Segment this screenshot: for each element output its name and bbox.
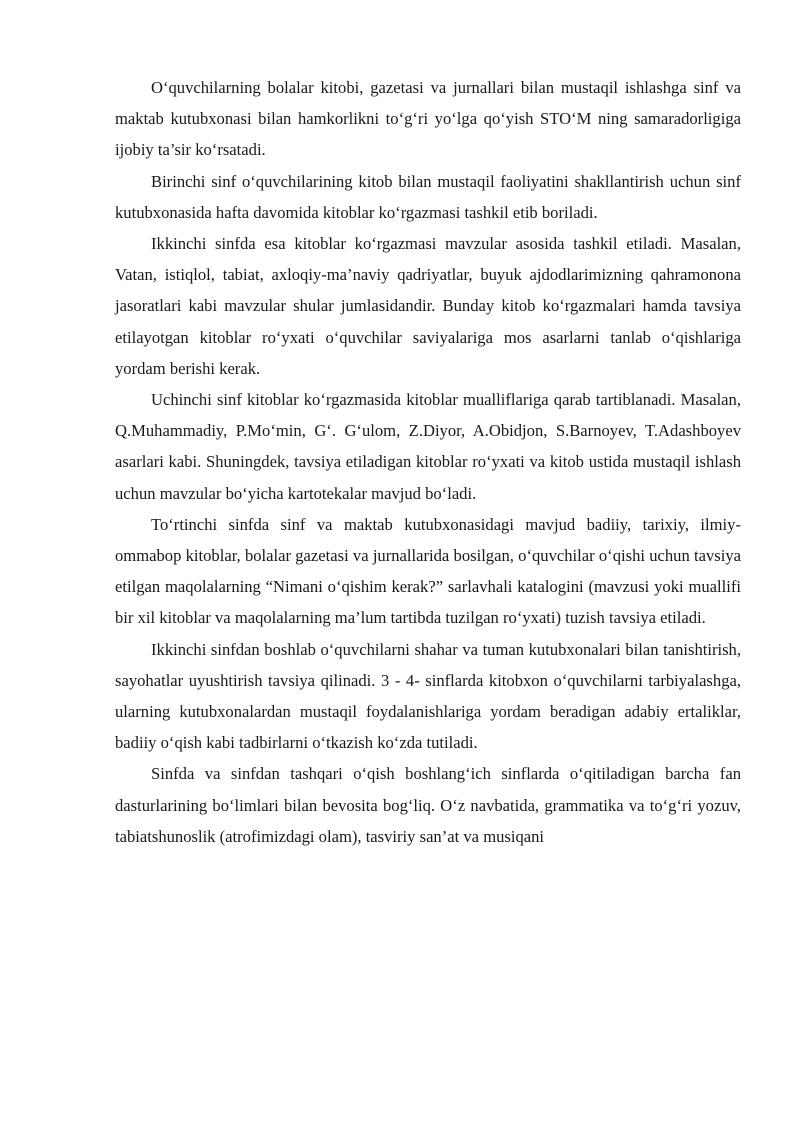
paragraph-6: Ikkinchi sinfdan boshlab o‘quvchilarni shahar va tuman kutubxonalari bilan tanishtirish, sayohatlar uyushtirish tavsiya qilinadi. 3 - 4- sinflarda kitobxon o‘quvchilarni tarbiyalashga, ularning kutubxonalardan mustaqil foydalanishlariga yordam beradigan adabiy ertaliklar, badiiy o‘qish kabi tadbirlarni o‘tkazish ko‘zda tutiladi.: [115, 639, 741, 753]
paragraph-5: To‘rtinchi sinfda sinf va maktab kutubxonasidagi mavjud badiiy, tarixiy, ilmiy-ommabop kitoblar, bolalar gazetasi va jurnallarida bosilgan, o‘quvchilar o‘qishi uchun tavsiya etilgan maqolalarning “Nimani o‘qishim kerak?” sarlavhali katalogini (mavzusi yoki muallifi bir xil kitoblar va maqolalarning ma’lum tartibda tuzilgan ro‘yxati) tuzish tavsiya etiladi.: [115, 514, 741, 628]
paragraph-2: Birinchi sinf o‘quvchilarining kitob bilan mustaqil faoliyatini shakllantirish uchun sinf kutubxonasida hafta davomida kitoblar ko‘rgazmasi tashkil etib boriladi.: [115, 171, 741, 222]
paragraph-4: Uchinchi sinf kitoblar ko‘rgazmasida kitoblar mualliflariga qarab tartiblanadi. Masalan, Q.Muhammadiy, P.Mo‘min, G‘. G‘ulom, Z.Diyor, A.Obidjon, S.Barnoyev, T.Adashboyev asarlari kabi. Shuningdek, tavsiya etiladigan kitoblar ro‘yxati va kitob ustida mustaqil ishlash uchun mavzular bo‘yicha kartotekalar mavjud bo‘ladi.: [115, 390, 741, 503]
document-page: [115, 72, 741, 852]
paragraph-1: O‘quvchilarning bolalar kitobi, gazetasi va jurnallari bilan mustaqil ishlashga sinf va maktab kutubxonasi bilan hamkorlikni to‘g‘ri yo‘lga qo‘yish STO‘M ning samaradorligiga ijobiy ta’sir ko‘rsatadi.: [115, 78, 741, 160]
paragraph-3: Ikkinchi sinfda esa kitoblar ko‘rgazmasi mavzular asosida tashkil etiladi. Masalan, Vatan, istiqlol, tabiat, axloqiy-ma’naviy qadriyatlar, buyuk ajdodlarimizning qahramonona jasoratlari kabi mavzular shular jumlasidandir. Bunday kitob ko‘rgazmalari hamda tavsiya etilayotgan kitoblar ro‘yxati o‘quvchilar saviyalariga mos asarlarni tanlab o‘qishlariga yordam berishi kerak.: [115, 234, 741, 378]
paragraph-7: Sinfda va sinfdan tashqari o‘qish boshlang‘ich sinflarda o‘qitiladigan barcha fan dasturlarining bo‘limlari bilan bevosita bog‘liq. O‘z navbatida, grammatika va to‘g‘ri yozuv, tabiatshunoslik (atrofimizdagi olam), tasviriy san’at va musiqani: [115, 764, 741, 846]
